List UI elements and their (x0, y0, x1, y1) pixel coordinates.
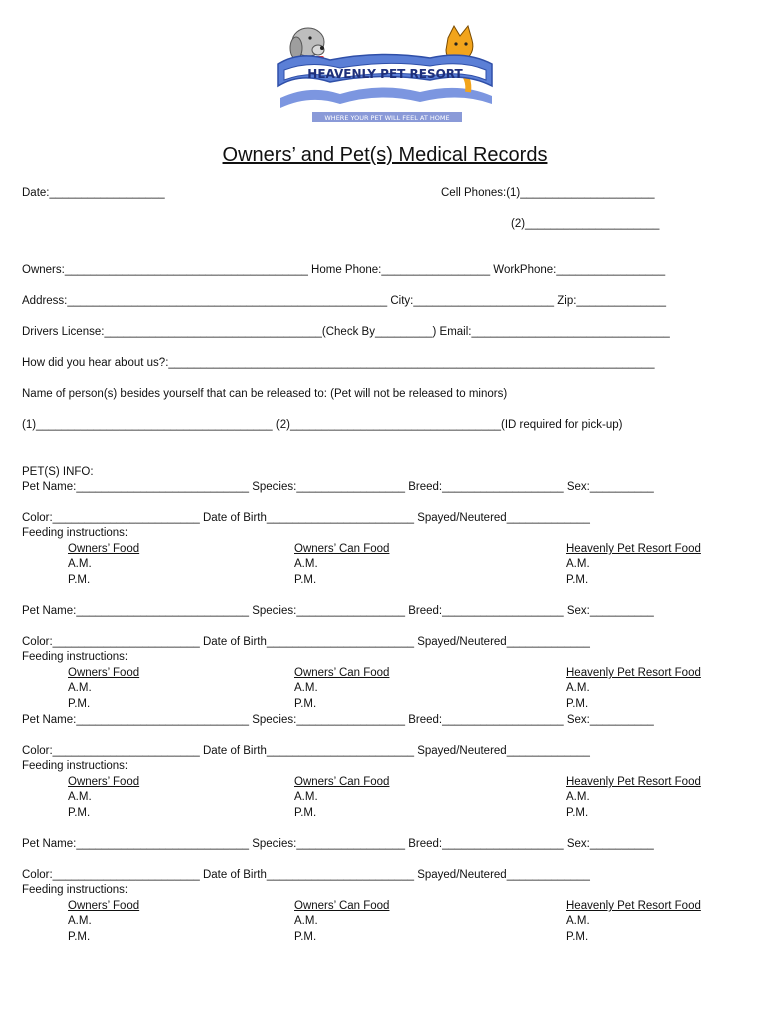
heavenly-pet-resort-logo (270, 20, 500, 130)
pm-label: P.M. (68, 931, 91, 943)
pet-color-line[interactable]: Color:_______________________ Date of Birth_______________________ Spayed/Neutered_____________ (22, 512, 590, 524)
logo-tagline: WHERE YOUR PET WILL FEEL AT HOME (324, 114, 450, 122)
resort-food-header: Heavenly Pet Resort Food (566, 900, 701, 912)
pets-info-heading: PET(S) INFO: (22, 466, 94, 478)
pm-label: P.M. (68, 574, 91, 586)
pet-name-line[interactable]: Pet Name:___________________________ Species:_________________ Breed:___________________ Sex:__________ (22, 605, 654, 617)
am-label: A.M. (294, 791, 318, 803)
owners-can-food-header: Owners’ Can Food (294, 543, 390, 555)
pm-label: P.M. (294, 931, 317, 943)
owners-food-header: Owners’ Food (68, 543, 140, 555)
pet-name-line[interactable]: Pet Name:___________________________ Species:_________________ Breed:___________________ Sex:__________ (22, 714, 654, 726)
am-label: A.M. (68, 791, 92, 803)
resort-food-header: Heavenly Pet Resort Food (566, 667, 701, 679)
pm-label: P.M. (566, 574, 589, 586)
release-persons-line[interactable]: (1)_____________________________________ (2)_________________________________(ID required for pick-up) (22, 419, 623, 431)
license-line[interactable]: Drivers License:__________________________________(Check By_________) Email:_______________________________ (22, 326, 670, 338)
resort-food-header: Heavenly Pet Resort Food (566, 543, 701, 555)
pm-label: P.M. (294, 574, 317, 586)
pet-color-line[interactable]: Color:_______________________ Date of Birth_______________________ Spayed/Neutered_____________ (22, 745, 590, 757)
am-label: A.M. (68, 558, 92, 570)
pet-color-line[interactable]: Color:_______________________ Date of Birth_______________________ Spayed/Neutered_____________ (22, 636, 590, 648)
owners-food-header: Owners’ Food (68, 667, 140, 679)
am-label: A.M. (566, 915, 590, 927)
am-label: A.M. (294, 915, 318, 927)
owners-line[interactable]: Owners:______________________________________ Home Phone:_________________ WorkPhone:_________________ (22, 264, 666, 276)
pet-color-line[interactable]: Color:_______________________ Date of Birth_______________________ Spayed/Neutered_____________ (22, 869, 590, 881)
feeding-instructions-label: Feeding instructions: (22, 527, 129, 539)
am-label: A.M. (294, 558, 318, 570)
owners-food-header: Owners’ Food (68, 776, 140, 788)
feeding-instructions-label: Feeding instructions: (22, 651, 129, 663)
pm-label: P.M. (566, 698, 589, 710)
owners-can-food-header: Owners’ Can Food (294, 900, 390, 912)
release-note: Name of person(s) besides yourself that can be released to: (Pet will not be released to minors) (22, 388, 508, 400)
am-label: A.M. (566, 558, 590, 570)
page-title: Owners’ and Pet(s) Medical Records (222, 144, 548, 166)
cell-phone-1-field[interactable]: Cell Phones:(1)_____________________ (441, 187, 655, 199)
owners-food-header: Owners’ Food (68, 900, 140, 912)
owners-can-food-header: Owners’ Can Food (294, 667, 390, 679)
am-label: A.M. (68, 915, 92, 927)
pm-label: P.M. (294, 807, 317, 819)
pet-name-line[interactable]: Pet Name:___________________________ Species:_________________ Breed:___________________ Sex:__________ (22, 838, 654, 850)
am-label: A.M. (68, 682, 92, 694)
am-label: A.M. (566, 791, 590, 803)
resort-food-header: Heavenly Pet Resort Food (566, 776, 701, 788)
logo-name-text: HEAVENLY PET RESORT (307, 67, 463, 81)
cell-phone-2-field[interactable]: (2)_____________________ (511, 218, 660, 230)
feeding-instructions-label: Feeding instructions: (22, 884, 129, 896)
pm-label: P.M. (294, 698, 317, 710)
feeding-instructions-label: Feeding instructions: (22, 760, 129, 772)
date-field[interactable]: Date:__________________ (22, 187, 165, 199)
pm-label: P.M. (566, 931, 589, 943)
pm-label: P.M. (68, 698, 91, 710)
owners-can-food-header: Owners’ Can Food (294, 776, 390, 788)
pet-name-line[interactable]: Pet Name:___________________________ Species:_________________ Breed:___________________ Sex:__________ (22, 481, 654, 493)
pm-label: P.M. (566, 807, 589, 819)
hear-about-us-line[interactable]: How did you hear about us?:____________________________________________________________________________ (22, 357, 655, 369)
pm-label: P.M. (68, 807, 91, 819)
cloud-shape (280, 87, 492, 108)
address-line[interactable]: Address:__________________________________________________ City:______________________ Zip:______________ (22, 295, 666, 307)
am-label: A.M. (294, 682, 318, 694)
am-label: A.M. (566, 682, 590, 694)
